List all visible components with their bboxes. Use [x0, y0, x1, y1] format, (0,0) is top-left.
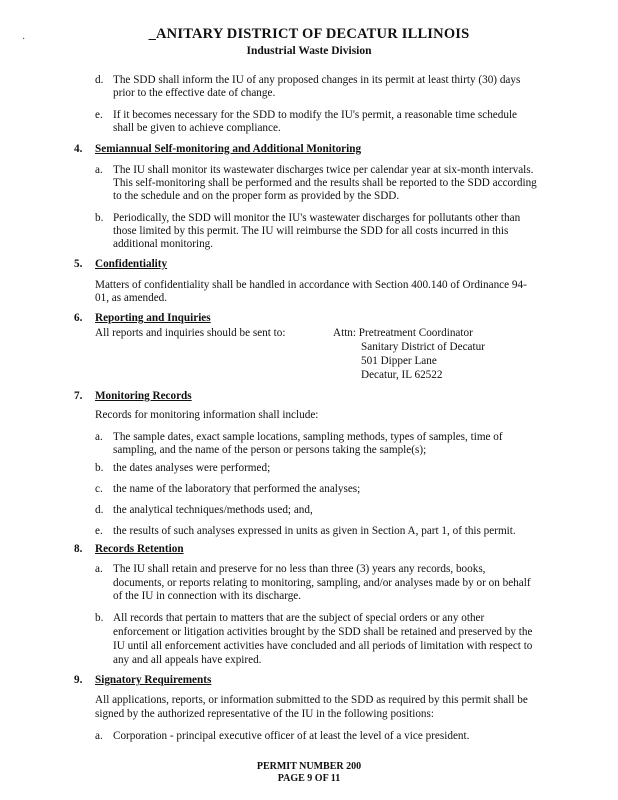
paragraph-line: All applications, reports, or information submitted to the SDD as required by this permit shall be	[95, 694, 528, 706]
item-letter: d.	[95, 74, 104, 86]
item-letter: b.	[95, 612, 104, 624]
item-letter: d.	[95, 504, 104, 516]
paragraph-line: Records for monitoring information shall include:	[95, 409, 319, 421]
address-line: Sanitary District of Decatur	[361, 341, 485, 353]
item-text-line: enforcement or litigation activities brought by the SDD shall be retained and preserved by the	[113, 626, 533, 638]
item-letter: a.	[95, 563, 103, 575]
item-text-line: The IU shall monitor its wastewater discharges twice per calendar year at six-month intervals.	[113, 164, 534, 176]
item-text-line: documents, or reports relating to monitoring, sampling, and/or analyses made by or on behalf	[113, 577, 531, 589]
item-text-line: of the IU in connection with its discharge.	[113, 590, 302, 602]
section-number: 8.	[74, 543, 83, 555]
item-text-line: The IU shall retain and preserve for no less than three (3) years any records, books,	[113, 563, 486, 575]
item-text-line: IU until all enforcement activities have concluded and all periods of limitation with respect to	[113, 640, 533, 652]
item-text-line: prior to the effective date of change.	[113, 87, 276, 99]
section-heading: Signatory Requirements	[95, 674, 212, 686]
item-text-line: to the schedule and on the proper form as provided by the SDD.	[113, 190, 400, 202]
item-text-line: the name of the laboratory that performed the analyses;	[113, 483, 361, 495]
item-text-line: the results of such analyses expressed in units as given in Section A, part 1, of this permit.	[113, 525, 516, 537]
item-letter: a.	[95, 730, 103, 742]
section-number: 6.	[74, 312, 83, 324]
item-letter: b.	[95, 462, 104, 474]
section-heading: Reporting and Inquiries	[95, 312, 211, 324]
item-letter: a.	[95, 164, 103, 176]
item-text-line: those limited by this permit. The IU will reimburse the SDD for all costs incurred in this	[113, 225, 509, 237]
item-text-line: Corporation - principal executive officer of at least the level of a vice president.	[113, 730, 470, 742]
section-heading: Confidentiality	[95, 258, 168, 270]
item-text-line: shall be given to achieve compliance.	[113, 122, 281, 134]
section-heading: Semiannual Self-monitoring and Additional Monitoring	[95, 143, 362, 155]
item-text-line: the analytical techniques/methods used; and,	[113, 504, 313, 516]
section-number: 5.	[74, 258, 83, 270]
paragraph-line: Matters of confidentiality shall be handled in accordance with Section 400.140 of Ordinance 94-	[95, 279, 527, 291]
paragraph-line: signed by the authorized representative of the IU in the following positions:	[95, 708, 434, 720]
stray-mark: ·	[22, 34, 26, 45]
address-line: Decatur, IL 62522	[361, 369, 443, 381]
item-letter: a.	[95, 431, 103, 443]
address-line: Attn: Pretreatment Coordinator	[333, 327, 473, 339]
item-text-line: sampling, and the name of the person or persons taking the sample(s);	[113, 444, 427, 456]
section-number: 9.	[74, 674, 83, 686]
item-text-line: additional monitoring.	[113, 238, 214, 250]
section-number: 4.	[74, 143, 83, 155]
section-number: 7.	[74, 390, 83, 402]
section-heading: Monitoring Records	[95, 390, 192, 402]
item-text-line: The SDD shall inform the IU of any proposed changes in its permit at least thirty (30) days	[113, 74, 521, 86]
item-text-line: All records that pertain to matters that are the subject of special orders or any other	[113, 612, 485, 624]
paragraph-line: 01, as amended.	[95, 292, 168, 304]
item-letter: e.	[95, 525, 103, 537]
item-letter: c.	[95, 483, 103, 495]
page-number: PAGE 9 OF 11	[277, 773, 341, 784]
page-subtitle: Industrial Waste Division	[246, 45, 372, 57]
section-heading: Records Retention	[95, 543, 184, 555]
item-text-line: Periodically, the SDD will monitor the IU's wastewater discharges for pollutants other than	[113, 212, 521, 224]
address-line: 501 Dipper Lane	[361, 355, 437, 367]
permit-number: PERMIT NUMBER 200	[256, 761, 362, 772]
item-letter: e.	[95, 109, 103, 121]
item-text-line: the dates analyses were performed;	[113, 462, 271, 474]
item-text-line: This self-monitoring shall be performed and the results shall be reported to the SDD according	[113, 177, 537, 189]
page-title: _ANITARY DISTRICT OF DECATUR ILLINOIS	[148, 26, 470, 42]
item-text-line: The sample dates, exact sample locations, sampling methods, types of samples, time of	[113, 431, 503, 443]
paragraph-line: All reports and inquiries should be sent to:	[95, 327, 286, 339]
item-letter: b.	[95, 212, 104, 224]
item-text-line: any and all appeals have expired.	[113, 654, 262, 666]
item-text-line: If it becomes necessary for the SDD to modify the IU's permit, a reasonable time schedule	[113, 109, 518, 121]
